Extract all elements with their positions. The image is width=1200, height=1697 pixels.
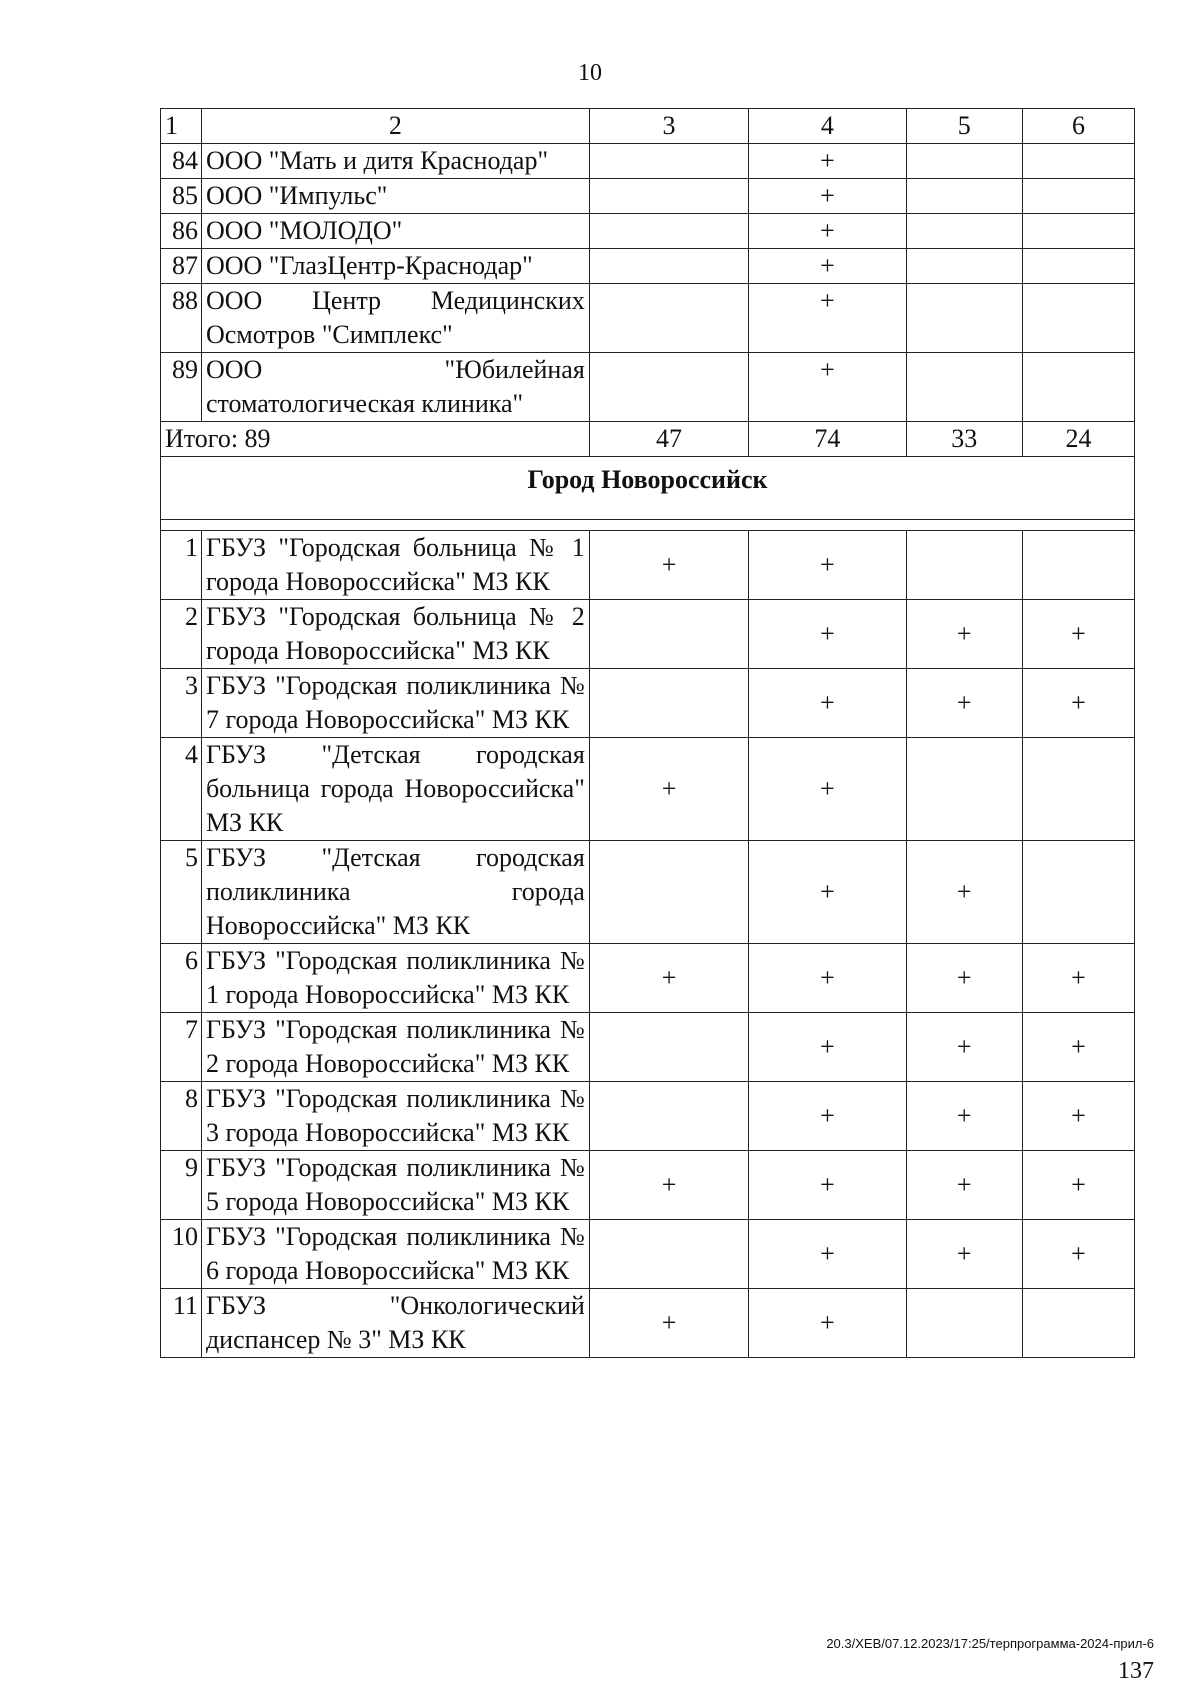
org-c3-mark [589,144,748,179]
org-c3-mark [589,284,748,353]
facility-name: ГБУЗ "Городская больница № 2 города Новороссийска" МЗ КК [201,600,589,669]
org-c3-mark [589,249,748,284]
org-number: 85 [161,179,202,214]
facility-c5-mark: + [906,1220,1022,1289]
facility-number: 6 [161,944,202,1013]
table-row [161,249,1135,284]
facility-c4-mark: + [749,669,906,738]
facility-c5-mark [906,1289,1022,1358]
org-c5-mark [906,249,1022,284]
facility-c4-mark: + [749,738,906,841]
section-title: Город Новороссийск [161,457,1135,520]
facility-c4-mark: + [749,1151,906,1220]
facility-c3-mark [589,1013,748,1082]
org-c6-mark [1022,179,1134,214]
org-number: 88 [161,284,202,353]
facility-c5-mark: + [906,669,1022,738]
facility-number: 4 [161,738,202,841]
facility-number: 5 [161,841,202,944]
facility-c5-mark: + [906,600,1022,669]
org-number: 89 [161,353,202,422]
facility-name: ГБУЗ "Детская городская поликлиника города Новороссийска" МЗ КК [201,841,589,944]
facility-c3-mark: + [589,531,748,600]
total-c6: 24 [1022,422,1134,457]
facility-name: ГБУЗ "Городская поликлиника № 2 города Новороссийска" МЗ КК [201,1013,589,1082]
facility-name: ГБУЗ "Детская городская больница города Новороссийска" МЗ КК [201,738,589,841]
facility-c6-mark: + [1022,669,1134,738]
section-row [161,457,1135,520]
table-row [161,1082,1135,1151]
facility-name: ГБУЗ "Онкологический диспансер № 3" МЗ КК [201,1289,589,1358]
facility-c6-mark [1022,841,1134,944]
org-c6-mark [1022,249,1134,284]
facility-c3-mark [589,841,748,944]
facility-number: 9 [161,1151,202,1220]
org-name: ООО "Юбилейная стоматологическая клиника" [201,353,589,422]
facility-c5-mark: + [906,841,1022,944]
document-table-container [160,108,1135,1358]
facility-name: ГБУЗ "Городская поликлиника № 5 города Новороссийска" МЗ КК [201,1151,589,1220]
total-c3: 47 [589,422,748,457]
section-spacer-cell [161,520,1135,531]
facility-c5-mark [906,738,1022,841]
org-number: 87 [161,249,202,284]
total-c4: 74 [749,422,906,457]
facility-name: ГБУЗ "Городская поликлиника № 6 города Новороссийска" МЗ КК [201,1220,589,1289]
table-row [161,1289,1135,1358]
table-row [161,841,1135,944]
page-number-bottom: 137 [1118,1658,1154,1684]
header-cell-4: 4 [749,109,906,144]
facility-name: ГБУЗ "Городская больница № 1 города Новороссийска" МЗ КК [201,531,589,600]
facility-c4-mark: + [749,600,906,669]
facility-c4-mark: + [749,531,906,600]
facility-c3-mark [589,669,748,738]
document-table [160,108,1135,1358]
org-name: ООО "Импульс" [201,179,589,214]
total-label: Итого: 89 [161,422,590,457]
org-name: ООО "Мать и дитя Краснодар" [201,144,589,179]
table-row [161,1220,1135,1289]
facility-c4-mark: + [749,1082,906,1151]
org-c5-mark [906,214,1022,249]
table-row [161,1151,1135,1220]
facility-c3-mark: + [589,944,748,1013]
org-c4-mark: + [749,214,906,249]
table-header-row [161,109,1135,144]
table-row [161,1013,1135,1082]
org-c5-mark [906,353,1022,422]
org-number: 84 [161,144,202,179]
table-row [161,944,1135,1013]
org-c3-mark [589,214,748,249]
org-name: ООО "ГлазЦентр-Краснодар" [201,249,589,284]
table-row [161,284,1135,353]
facility-c6-mark: + [1022,1082,1134,1151]
org-c4-mark: + [749,249,906,284]
table-row [161,600,1135,669]
org-c6-mark [1022,144,1134,179]
facility-number: 1 [161,531,202,600]
table-row [161,738,1135,841]
facility-c3-mark: + [589,1151,748,1220]
org-c5-mark [906,179,1022,214]
facility-c6-mark: + [1022,1013,1134,1082]
footer-stamp: 20.3/ХЕВ/07.12.2023/17:25/терпрограмма-2024-прил-6 [826,1636,1154,1651]
org-c5-mark [906,284,1022,353]
facility-c5-mark: + [906,944,1022,1013]
org-c6-mark [1022,353,1134,422]
facility-c5-mark: + [906,1082,1022,1151]
total-row [161,422,1135,457]
facility-number: 8 [161,1082,202,1151]
table-row [161,353,1135,422]
facility-number: 11 [161,1289,202,1358]
org-c6-mark [1022,284,1134,353]
org-c3-mark [589,353,748,422]
header-cell-6: 6 [1022,109,1134,144]
org-c3-mark [589,179,748,214]
facility-c3-mark: + [589,1289,748,1358]
org-number: 86 [161,214,202,249]
facility-c4-mark: + [749,1289,906,1358]
facility-c6-mark [1022,531,1134,600]
org-c4-mark: + [749,144,906,179]
facility-c6-mark: + [1022,944,1134,1013]
header-cell-5: 5 [906,109,1022,144]
org-c4-mark: + [749,284,906,353]
table-row [161,531,1135,600]
org-c4-mark: + [749,353,906,422]
facility-c5-mark [906,531,1022,600]
table-row [161,144,1135,179]
facility-c3-mark: + [589,738,748,841]
facility-number: 3 [161,669,202,738]
facility-c4-mark: + [749,1013,906,1082]
header-cell-3: 3 [589,109,748,144]
facility-c6-mark [1022,738,1134,841]
facility-c3-mark [589,1082,748,1151]
facility-number: 7 [161,1013,202,1082]
page-number-top: 10 [578,60,602,86]
facility-c4-mark: + [749,841,906,944]
facility-c6-mark [1022,1289,1134,1358]
facility-c6-mark: + [1022,600,1134,669]
org-name: ООО "МОЛОДО" [201,214,589,249]
facility-number: 2 [161,600,202,669]
table-row [161,214,1135,249]
org-c6-mark [1022,214,1134,249]
facility-c6-mark: + [1022,1220,1134,1289]
total-c5: 33 [906,422,1022,457]
facility-c4-mark: + [749,944,906,1013]
facility-number: 10 [161,1220,202,1289]
facility-c3-mark [589,600,748,669]
facility-c3-mark [589,1220,748,1289]
facility-name: ГБУЗ "Городская поликлиника № 3 города Новороссийска" МЗ КК [201,1082,589,1151]
facility-name: ГБУЗ "Городская поликлиника № 7 города Новороссийска" МЗ КК [201,669,589,738]
facility-c5-mark: + [906,1013,1022,1082]
table-row [161,669,1135,738]
facility-c6-mark: + [1022,1151,1134,1220]
org-c5-mark [906,144,1022,179]
facility-c4-mark: + [749,1220,906,1289]
header-cell-1: 1 [161,109,202,144]
header-cell-2: 2 [201,109,589,144]
facility-c5-mark: + [906,1151,1022,1220]
org-c4-mark: + [749,179,906,214]
facility-name: ГБУЗ "Городская поликлиника № 1 города Новороссийска" МЗ КК [201,944,589,1013]
org-name: ООО Центр Медицинских Осмотров "Симплекс" [201,284,589,353]
section-spacer [161,520,1135,531]
table-row [161,179,1135,214]
table-body [161,109,1135,1358]
